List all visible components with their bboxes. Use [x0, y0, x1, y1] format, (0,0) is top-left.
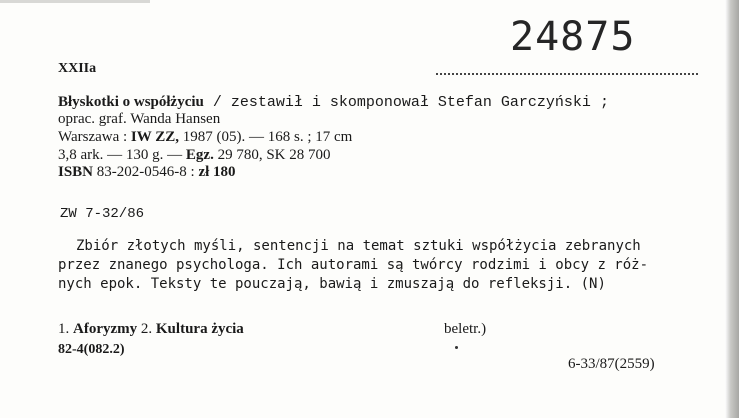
card-edge-top: [0, 0, 150, 3]
price-label: zł: [198, 164, 210, 180]
abstract-line: nych epok. Teksty te pouczają, bawią i zmuszają do refleksji. (N): [58, 276, 606, 292]
subject-headings: [58, 321, 244, 338]
responsibility-line-2: [58, 112, 220, 127]
ink-dot: [455, 346, 458, 349]
print-run: 29 780, SK 28 700: [213, 147, 331, 163]
publisher: IW ZZ,: [130, 129, 179, 145]
imprint-line: [58, 130, 352, 145]
price-value: 180: [209, 164, 236, 180]
abstract-line: Zbiór złotych myśli, sentencji na temat sztuki współżycia zebranych: [76, 238, 641, 254]
control-number: 6-33/87(2559): [568, 356, 655, 372]
isbn-line: [58, 165, 236, 180]
subject-number: 2.: [137, 321, 156, 337]
classmark: XXIIa: [58, 61, 97, 76]
subject-tail: beletr.): [444, 321, 487, 337]
serial-number: 24875: [510, 14, 636, 60]
card-edge-right: [725, 0, 739, 418]
publication-details: 1987 (05). — 168 s. ; 17 cm: [179, 129, 353, 145]
book-title: Błyskotki o współżyciu: [58, 94, 204, 110]
publication-place: Warszawa :: [58, 129, 131, 145]
sheets-weight: 3,8 ark. — 130 g. —: [58, 147, 186, 163]
isbn-value: 83-202-0546-8 :: [93, 164, 199, 180]
graphic-design-credit: oprac. graf. Wanda Hansen: [58, 111, 221, 127]
abstract-line: przez znanego psychologa. Ich autorami są twórcy rodzimi i obcy z róż-: [58, 257, 649, 273]
title-line: [58, 95, 609, 110]
subject-heading: Aforyzmy: [73, 321, 138, 337]
abstract: [58, 237, 703, 294]
copies-label: Egz.: [185, 147, 214, 163]
responsibility-statement: / zestawił i skomponował Stefan Garczyński ;: [203, 94, 609, 111]
physical-line: [58, 148, 331, 163]
udc-classification: 82-4(082.2): [58, 342, 125, 357]
isbn-label: ISBN: [58, 164, 94, 180]
dotted-rule: [436, 73, 698, 75]
annotation: ZW 7-32/86: [60, 206, 145, 222]
subject-heading: Kultura życia: [155, 321, 244, 337]
subject-number: 1.: [58, 321, 73, 337]
